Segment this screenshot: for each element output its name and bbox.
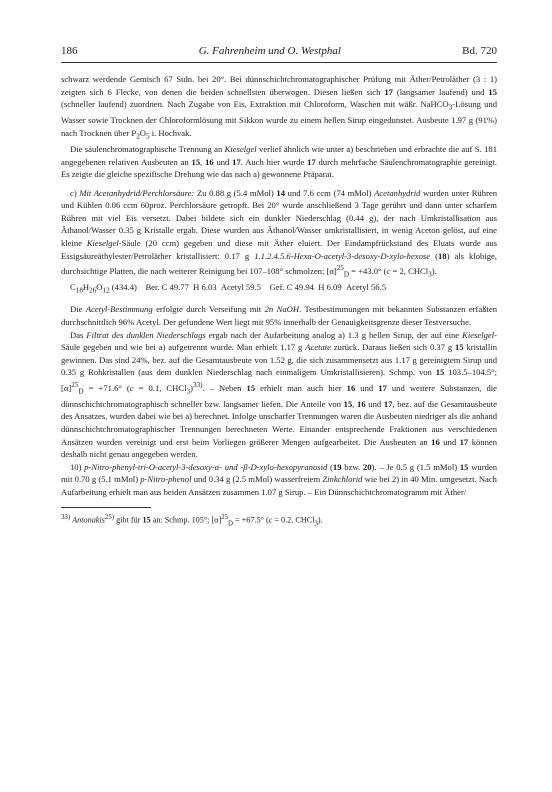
paragraph-perchlorsaeure: c) Mit Acetanhydrid/Perchlorsäure: Zu 0.88 g (5.4 mMol) 14 und 7.6 ccm (74 mMol) Acetanhydrid wurden unter Rühren und Kühlen 0.06 ccm 60proz. Perchlorsäure getropft. Bei 20° wurde anschließend 3 Tage gerührt und dann unter scharfem Rühren mit viel Eis versetzt. Dabei bildete sich ein dunkler Niederschlag (0.44 g), der nach Umkristallisation aus Äthanol/Wasser 0.35 g Kristalle ergab. Diese wurden aus Äthanol/Wasser umkristallisiert, in wenig Aceton gelöst, auf eine kleine Kieselgel-Säule (20 ccm) gegeben und diese mit Äther eluiert. Der Eindampfrückstand des Eluats wurde aus Essigsäureäthylester/Petroläther kristallisiert: 0.17 g 1.1.2.4.5.6-Hexa-O-acetyl-3-desoxy-D-xylo-hexose (18) als klobige, durchsichtige Platten, die nach weiterer Reinigung bei 107–108° schmolzen; $[\alpha]^{25}_D = +43.0^\circ$ (c = 2, CHCl$_3$). — [61, 187, 497, 279]
paragraph-gemisch: schwarz werdende Gemisch 67 Stdn. bei 20°. Bei dünnschichtchromatographischer Prüfung mit Äther/Petroläther (3 : 1) zeigten sich 6 Flecke, von denen die beiden schnellsten überwogen. Diesen ließen sich 17 (langsamer laufend) und 15 (schneller laufend) zuordnen. Nach Zugabe von Eis, Extraktion mit Chloroform, Waschen mit wäßr. NaHCO$_3$-Lösung und Wasser sowie Trocknen der Chloroformlösung mit Sikkon wurde zu einem hellen Sirup eingedunstet. Ausbeute 1.97 g (91%) nach Trocknen über $P_2O_5$ i. Hochvak. — [61, 74, 497, 141]
paragraph-nitrophenyl: 10) p-Nitro-phenyl-tri-O-acetyl-3-desoxy-α- und -β-D-xylo-hexopyranosid (19 bzw. 20). – Je 0.5 g (1.5 mMol) 15 wurden mit 0.70 g (5.1 mMol) p-Nitro-phenol und 0.34 g (2.5 mMol) wasserfreiem Zinkchlorid wie bei 2) in 40 Min. umgesetzt. Nach Aufarbeitung erhielt man aus beiden Ansätzen zusammen 1.07 g Sirup. – Ein Dünnschichtchromatogramm mit Äther/ — [61, 461, 497, 497]
volume-number: Bd. 720 — [462, 45, 497, 57]
page — [61, 45, 497, 530]
footnote-divider — [61, 507, 151, 508]
page-number: 186 — [61, 45, 78, 57]
elemental-analysis-line: $C_{18}H_{26}O_{12}$ (434.4) Ber. C 49.77 H 6.03 Acetyl 59.5 Gef. C 49.94 H 6.09 Acetyl 56.5 — [70, 282, 387, 295]
running-authors: G. Fahrenheim und O. Westphal — [198, 45, 341, 57]
footnote-33: $^{33)}$ Antonakis$^{25)}$ gibt für 15 an: Schmp. 105°; $[\alpha]^{25}_D = +67.5^\circ$ (c = 0.2, CHCl$_3$). — [61, 514, 323, 528]
paragraph-acetyl-bestimmung: Die Acetyl-Bestimmung erfolgte durch Verseifung mit 2n NaOH. Testbestimmungen mit bekannten Substanzen erfaßten durchschnittlich 96% Acetyl. Der gefundene Wert liegt mit 95% innerhalb der Genauigkeitsgrenze dieser Testversuche. — [61, 304, 497, 328]
paragraph-filtrat: Das Filtrat des dunklen Niederschlags ergab nach der Aufarbeitung analog a) 1.3 g hellen Sirup, der auf eine Kieselgel-Säule gegeben und wie bei a) aufgetrennt wurde. Man erhielt 1.17 g Acetate zurück. Daraus ließen sich 0.37 g 15 kristallin gewinnen. Das sind 24%, bez. auf die Gesamtausbeute von 1.52 g, die sich zusammensetzt aus 1.17 g gereinigtem Sirup und 0.35 g Rohkristallen (aus dem dunklen Niederschlag nach einmaligem Umkristallisieren). Schmp. von 15 103.5–104.5°; $[\alpha]^{25}_D = +71.6^\circ$ (c = 0.1, CHCl$_3$)$^{33)}$. – Neben 15 erhielt man auch hier 16 und 17 und weitere Substanzen, die dünnschichtchromatographisch schneller bzw. langsamer liefen. Die Anteile von 15, 16 und 17, bez. auf die Gesamtausbeute des Ansatzes, wurden dabei wie bei a) berechnet. Infolge unscharfer Trennungen waren die Ausbeuten niedriger als die anhand dünnschichtchromatographischer Trennungen berechneten Werte. Einander entsprechende Fraktionen aus verschiedenen Ansätzen wurden vereinigt und erst beim Vorliegen größerer Mengen aufgearbeitet. Die Ausbeuten an 16 und 17 können deshalb nicht genau angegeben werden. — [61, 329, 498, 460]
article-body — [61, 73, 497, 498]
running-header — [61, 45, 497, 63]
paragraph-saeulenchromatographie: Die säulenchromatographische Trennung an Kieselgel verlief ähnlich wie unter a) beschrieben und erbrachte die auf S. 181 angegebenen relativen Ausbeuten an 15, 16 und 17. Auch hier wurde 17 durch mehrfache Säulenchromatographie gereinigt. Es zeigte die gleiche spezifische Drehung wie das nach a) gewonnene Präparat. — [61, 144, 498, 180]
